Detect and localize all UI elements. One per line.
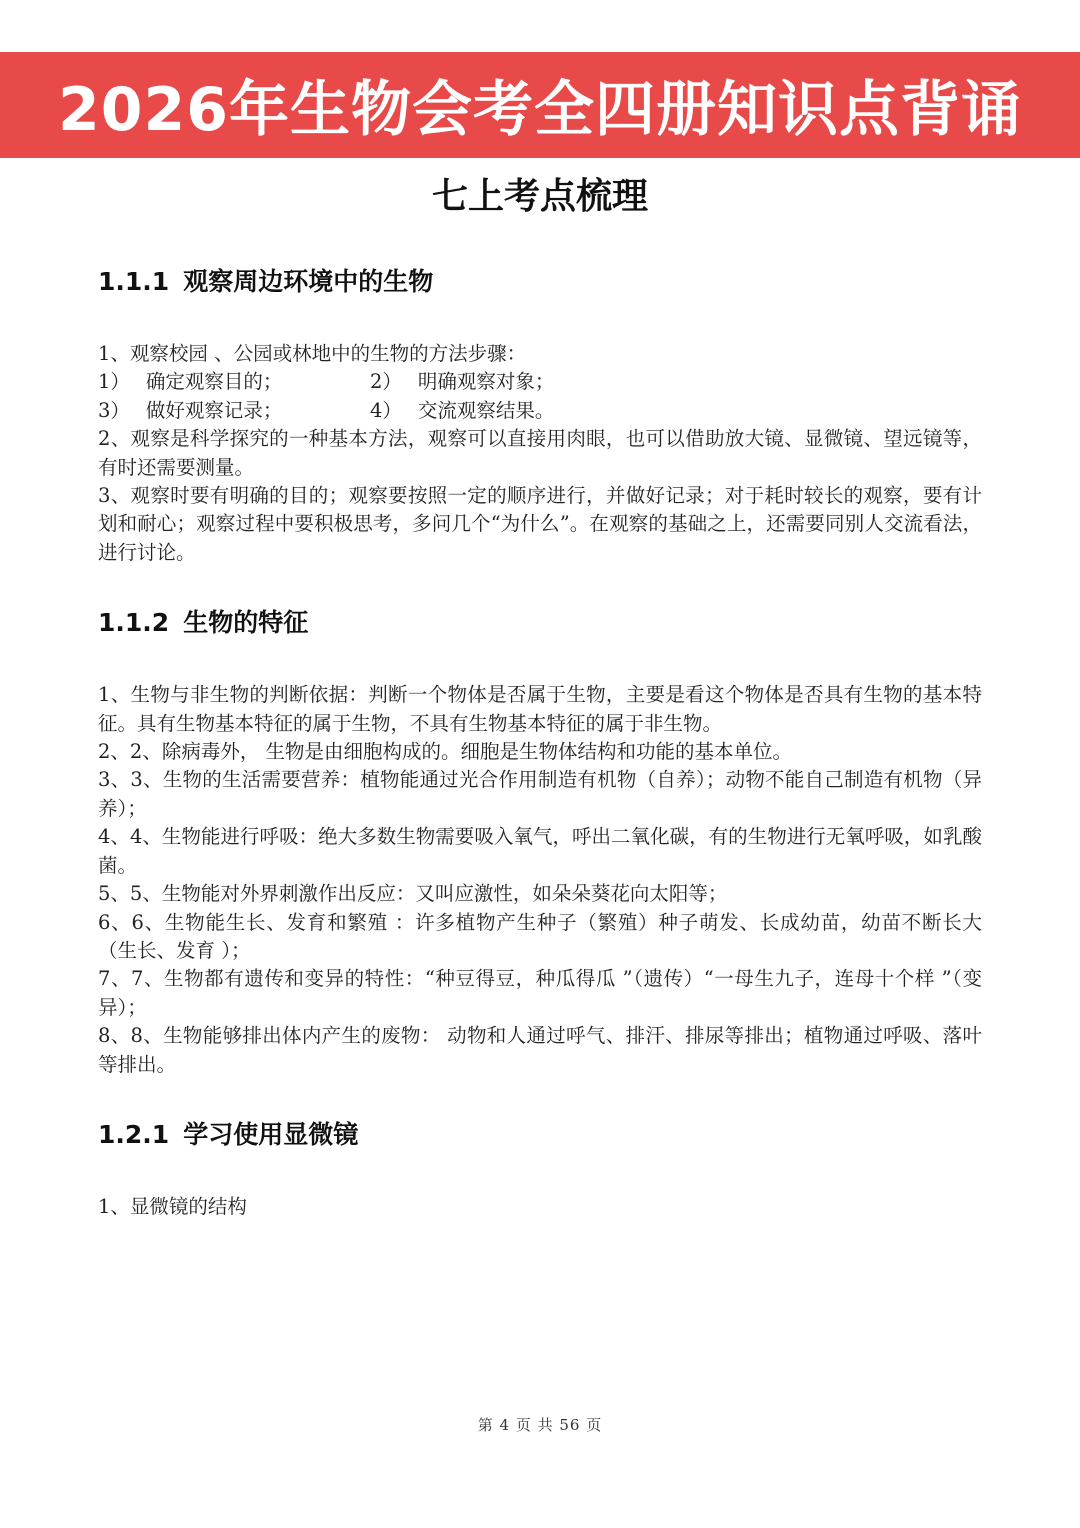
section-number: 1.2.1: [98, 1119, 170, 1149]
page-number: 第 4 页 共 56 页: [477, 1416, 603, 1434]
paragraph: 1、观察校园 、公园或林地中的生物的方法步骤：: [98, 342, 527, 365]
paragraph: 1、显微镜的结构: [98, 1194, 247, 1218]
step-row: [98, 368, 982, 396]
section-title: 生物的特征: [183, 608, 309, 638]
paragraph: 8、8、生物能够排出体内产生的废物： 动物和人通过呼气、排汗、排尿等排出；植物通过呼吸、落叶等排出。: [98, 1024, 982, 1076]
paragraph: 3、3、生物的生活需要营养：植物能通过光合作用制造有机物（自养）；动物不能自己制造有机物（异养）；: [98, 768, 982, 820]
step-item: 1） 确定观察目的；: [98, 370, 283, 394]
section-heading: [98, 603, 982, 643]
section-1-2-1: [98, 1115, 982, 1221]
section-title: 观察周边环境中的生物: [183, 267, 434, 296]
section-number: 1.1.2: [98, 608, 170, 638]
paragraph: 5、5、生物能对外界刺激作出反应：又叫应激性，如朵朵葵花向太阳等；: [98, 882, 728, 906]
paragraph: 2、观察是科学探究的一种基本方法，观察可以直接用肉眼，也可以借助放大镜、显微镜、望远镜等，有时还需要测量。: [98, 427, 982, 479]
paragraph: 4、4、生物能进行呼吸：绝大多数生物需要吸入氧气，呼出二氧化碳，有的生物进行无氧呼吸，如乳酸菌。: [98, 825, 982, 877]
section-1-1-1: [98, 262, 982, 567]
section-title: 学习使用显微镜: [183, 1119, 359, 1149]
paragraph: 7、7、生物都有遗传和变异的特性：“种豆得豆，种瓜得瓜 ”（遗传）“一母生九子，连母十个样 ”（变异）；: [98, 967, 982, 1019]
paragraph: 6、6、生物能生长、发育和繁殖 ：许多植物产生种子（繁殖）种子萌发、长成幼苗，幼苗不断长大（生长、发育 ）；: [98, 910, 982, 962]
step-row: [98, 397, 982, 425]
paragraph: 3、观察时要有明确的目的；观察要按照一定的顺序进行，并做好记录；对于耗时较长的观察，要有计划和耐心；观察过程中要积极思考，多问几个“为什么”。在观察的基础之上，还需要同别人交流看法，进行讨论。: [98, 484, 982, 564]
title-banner: [0, 52, 1080, 158]
paragraph: 2、2、除病毒外， 生物是由细胞构成的。细胞是生物体结构和功能的基本单位。: [98, 740, 793, 764]
section-1-1-2: [98, 603, 982, 1079]
step-item: 4） 交流观察结果。: [370, 398, 555, 422]
section-number: 1.1.1: [98, 267, 170, 296]
paragraph: 1、生物与非生物的判断依据：判断一个物体是否属于生物，主要是看这个物体是否具有生物的基本特征。具有生物基本特征的属于生物，不具有生物基本特征的属于非生物。: [98, 683, 982, 735]
chapter-subtitle: 七上考点梳理: [431, 175, 648, 217]
section-heading: [98, 1115, 982, 1155]
document-body: [98, 262, 982, 1221]
step-item: 3） 做好观察记录；: [98, 398, 283, 422]
step-item: 2） 明确观察对象；: [370, 370, 555, 394]
page-title: 2026年生物会考全四册知识点背诵: [58, 75, 1022, 145]
section-heading: [98, 262, 982, 302]
